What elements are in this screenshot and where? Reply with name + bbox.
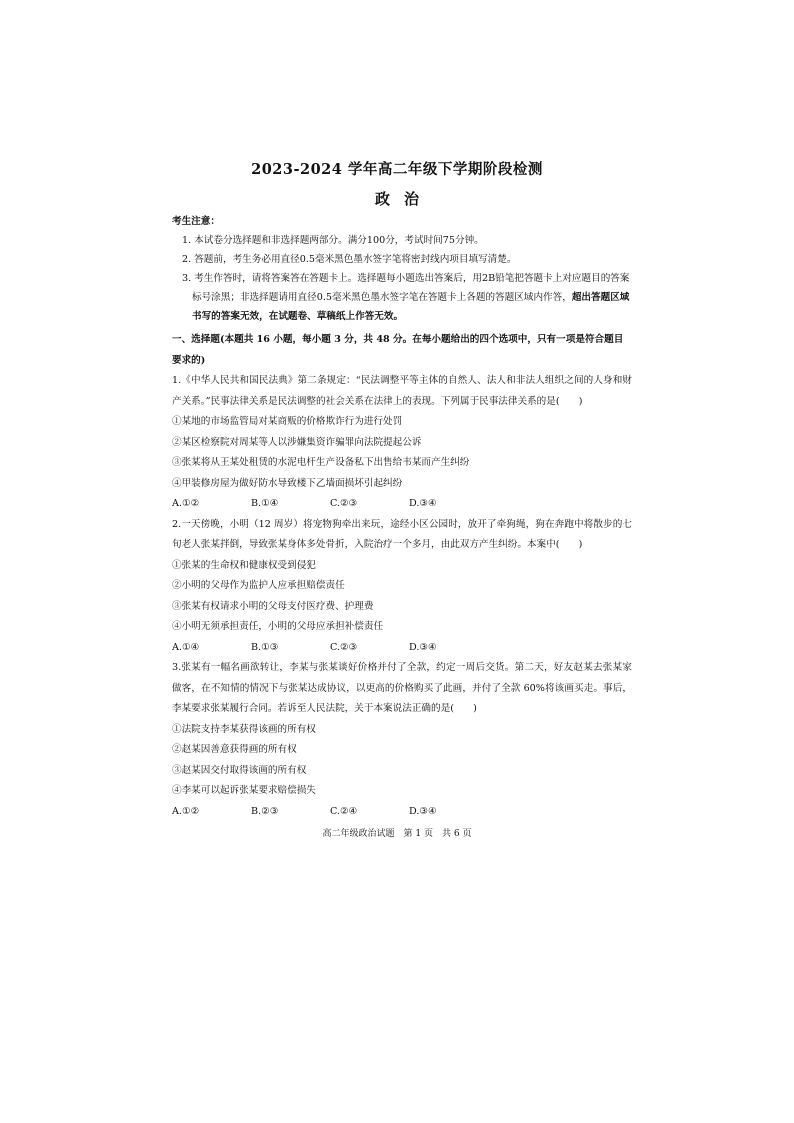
choice-a: A.①④ (172, 641, 200, 653)
exam-title: 2023-2024 学年高二年级下学期阶段检测 (251, 161, 543, 178)
page-footer: 高二年级政治试题 第 1 页 共 6 页 (322, 829, 472, 839)
question-option: ②某区检察院对周某等人以涉嫌集资诈骗罪向法院提起公诉 (172, 436, 422, 448)
question-option: ④甲装修房屋为做好防水导致楼下乙墙面损坏引起纠纷 (172, 477, 403, 489)
question-option: ①某地的市场监管局对某商贩的价格欺诈行为进行处罚 (172, 416, 403, 427)
notice-item-2: 2. 答题前，考生务必用直径0.5毫米黑色墨水签字笔将密封线内项目填写清楚。 (182, 254, 517, 265)
question-3 (172, 658, 632, 822)
answer-choices (172, 494, 632, 515)
choice-a: A.①② (172, 805, 200, 817)
exam-subject: 政治 (374, 190, 433, 208)
question-option: ③张某将从王某处租赁的水泥电杆生产设备私下出售给韦某而产生纠纷 (172, 457, 470, 468)
question-2 (172, 515, 632, 659)
choice-b: B.①③ (251, 641, 279, 653)
question-option: ④李某可以起诉张某要求赔偿损失 (172, 785, 316, 796)
choice-b: B.②③ (251, 805, 279, 817)
notice-item-3-text: 3. 考生作答时，请将答案答在答题卡上。选择题每小题选出答案后，用2B铅笔把答题卡上对应题目的答案标号涂黑；非选择题请用直径0.5毫米黑色墨水签字笔在答题卡上各题的答题区域内作答， (182, 273, 630, 303)
question-option: ②赵某因善意获得画的所有权 (172, 744, 297, 755)
question-stem: 1.《中华人民共和国民法典》第二条规定：“民法调整平等主体的自然人、法人和非法人组织之间的人身和财产关系。”民事法律关系是民法调整的社会关系在法律上的表现。下列属于民事法律关系的是( ) (172, 375, 632, 407)
question-1 (172, 371, 632, 515)
notice-heading: 考生注意： (172, 216, 220, 227)
notice-item-1: 1. 本试卷分选择题和非选择题两部分。满分100分，考试时间75分钟。 (182, 235, 484, 246)
choice-d: D.③④ (409, 805, 437, 817)
choice-d: D.③④ (409, 641, 437, 653)
question-option: ①张某的生命权和健康权受到侵犯 (172, 559, 316, 571)
section-heading: 一、选择题(本题共 16 小题，每小题 3 分，共 48 分。在每小题给出的四个选项中，只有一项是符合题目要求的) (172, 334, 624, 366)
choice-c: C.②③ (330, 641, 358, 653)
choice-c: C.②④ (330, 805, 358, 817)
question-option: ④小明无须承担责任，小明的父母应承担补偿责任 (172, 621, 384, 632)
choice-b: B.①④ (251, 498, 279, 509)
question-option: ②小明的父母作为监护人应承担赔偿责任 (172, 580, 345, 591)
notice-item-3 (176, 269, 632, 326)
question-option: ③赵某因交付取得该画的所有权 (172, 764, 307, 776)
question-stem: 2.一天傍晚，小明（12 周岁）将宠物狗牵出来玩，途经小区公园时，放开了牵狗绳，狗在奔跑中将散步的七旬老人张某拌倒，导致张某身体多处骨折，入院治疗一个多月，由此双方产生纠纷。本案中( ) (172, 518, 632, 550)
choice-c: C.②③ (330, 498, 358, 509)
choice-d: D.③④ (409, 498, 437, 509)
answer-choices (172, 802, 632, 823)
notice-block (172, 212, 632, 326)
answer-choices (172, 638, 632, 659)
notice-item-3-emphasis: 超出答题区域书写的答案无效，在试题卷、草稿纸上作答无效。 (192, 292, 630, 322)
question-option: ①法院支持李某获得该画的所有权 (172, 723, 316, 735)
choice-section (172, 330, 632, 822)
question-stem: 3.张某有一幅名画欲转让，李某与张某谈好价格并付了全款，约定一周后交货。第二天，好友赵某去张某家做客，在不知情的情况下与张某达成协议，以更高的价格购买了此画，并付了全款 60%将该画买走。事后，李某要求张某履行合同。若诉至人民法院，关于本案说法正确的是( ) (172, 662, 632, 714)
choice-a: A.①② (172, 498, 200, 509)
question-option: ③张某有权请求小明的父母支付医疗费、护理费 (172, 600, 374, 612)
